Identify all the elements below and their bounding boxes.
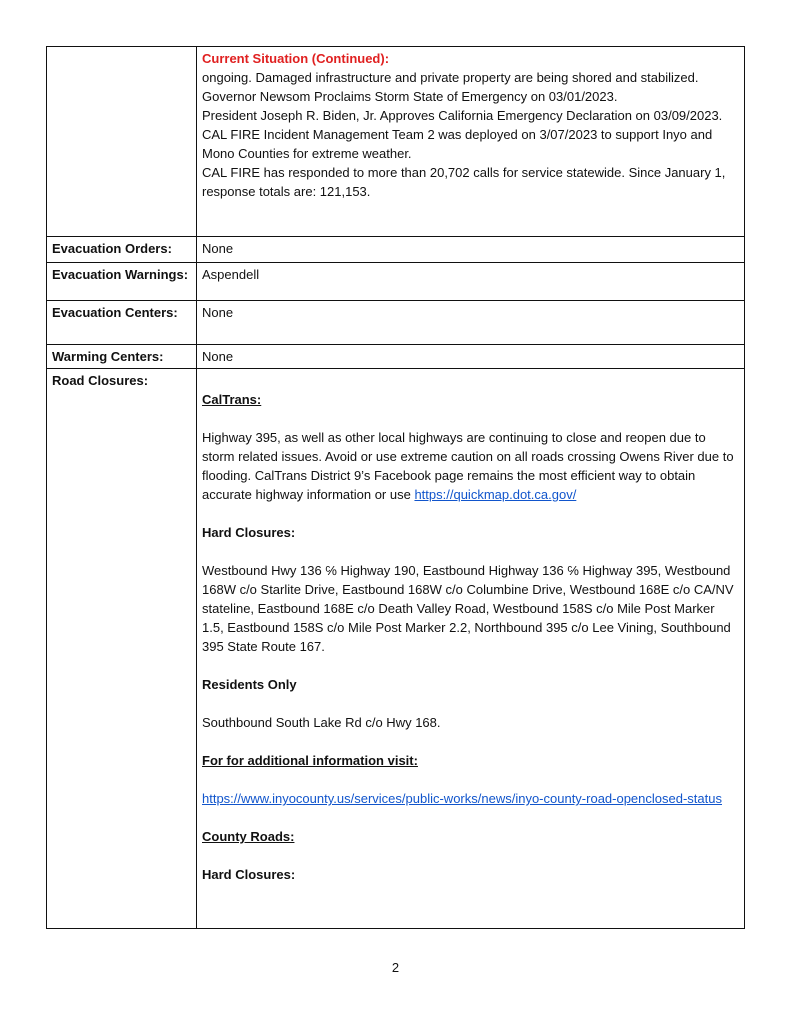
evacuation-orders-value: None bbox=[197, 237, 745, 263]
road-closures-label: Road Closures: bbox=[47, 369, 197, 929]
residents-only-text: Southbound South Lake Rd c/o Hwy 168. bbox=[202, 715, 441, 730]
road-closures-row bbox=[47, 369, 745, 929]
caltrans-text: Highway 395, as well as other local highways are continuing to close and reopen due to storm related issues. Avoid or use extreme caution on all roads crossing Owens River due to flooding. CalTrans District 9’s Facebook page remains the most efficient way to obtain accurate highway information or use bbox=[202, 430, 734, 502]
county-roads-heading: County Roads: bbox=[202, 829, 295, 844]
road-closures-cell bbox=[197, 369, 745, 929]
evacuation-orders-row bbox=[47, 237, 745, 263]
situation-line: ongoing. Damaged infrastructure and private property are being shored and stabilized. bbox=[202, 70, 699, 85]
situation-line: CAL FIRE Incident Management Team 2 was deployed on 3/07/2023 to support Inyo and Mono Counties for extreme weather. bbox=[202, 127, 713, 161]
situation-line: President Joseph R. Biden, Jr. Approves California Emergency Declaration on 03/09/2023. bbox=[202, 108, 723, 123]
evacuation-warnings-row bbox=[47, 263, 745, 301]
inyo-county-road-status-link[interactable]: https://www.inyocounty.us/services/public-works/news/inyo-county-road-openclosed-status bbox=[202, 791, 722, 806]
caltrans-paragraph bbox=[202, 428, 739, 504]
additional-info-heading: For for additional information visit: bbox=[202, 753, 418, 768]
current-situation-label-cell bbox=[47, 47, 197, 237]
warming-centers-row bbox=[47, 345, 745, 369]
evacuation-orders-label: Evacuation Orders: bbox=[47, 237, 197, 263]
evacuation-centers-value: None bbox=[197, 301, 745, 345]
quickmap-link[interactable]: https://quickmap.dot.ca.gov/ bbox=[414, 487, 577, 502]
warming-centers-value: None bbox=[197, 345, 745, 369]
current-situation-heading: Current Situation (Continued): bbox=[202, 51, 390, 66]
county-hard-closures-heading: Hard Closures: bbox=[202, 867, 296, 882]
hard-closures-text: Westbound Hwy 136 ℅ Highway 190, Eastbound Highway 136 ℅ Highway 395, Westbound 168W c/o Starlite Drive, Eastbound 168W c/o Columbine Drive, Westbound 168E c/o CA/NV stateline, Eastbound 168E c/o Death Valley Road, Westbound 158S c/o Mile Post Marker 1.5, Eastbound 158S c/o Mile Post Marker 2.2, Northbound 395 c/o Lee Vining, Southbound 395 State Route 167. bbox=[202, 563, 734, 654]
evacuation-warnings-value: Aspendell bbox=[197, 263, 745, 301]
current-situation-cell bbox=[197, 47, 745, 237]
warming-centers-label: Warming Centers: bbox=[47, 345, 197, 369]
sitrep-table bbox=[46, 46, 745, 929]
evacuation-centers-row bbox=[47, 301, 745, 345]
evacuation-warnings-label: Evacuation Warnings: bbox=[47, 263, 197, 301]
situation-line: CAL FIRE has responded to more than 20,702 calls for service statewide. Since January 1, response totals are: 121,153. bbox=[202, 165, 726, 199]
page-number: 2 bbox=[391, 960, 400, 975]
residents-only-heading: Residents Only bbox=[202, 677, 297, 692]
caltrans-heading: CalTrans: bbox=[202, 392, 262, 407]
evacuation-centers-label: Evacuation Centers: bbox=[47, 301, 197, 345]
situation-line: Governor Newsom Proclaims Storm State of Emergency on 03/01/2023. bbox=[202, 89, 618, 104]
current-situation-row bbox=[47, 47, 745, 237]
hard-closures-heading: Hard Closures: bbox=[202, 525, 296, 540]
